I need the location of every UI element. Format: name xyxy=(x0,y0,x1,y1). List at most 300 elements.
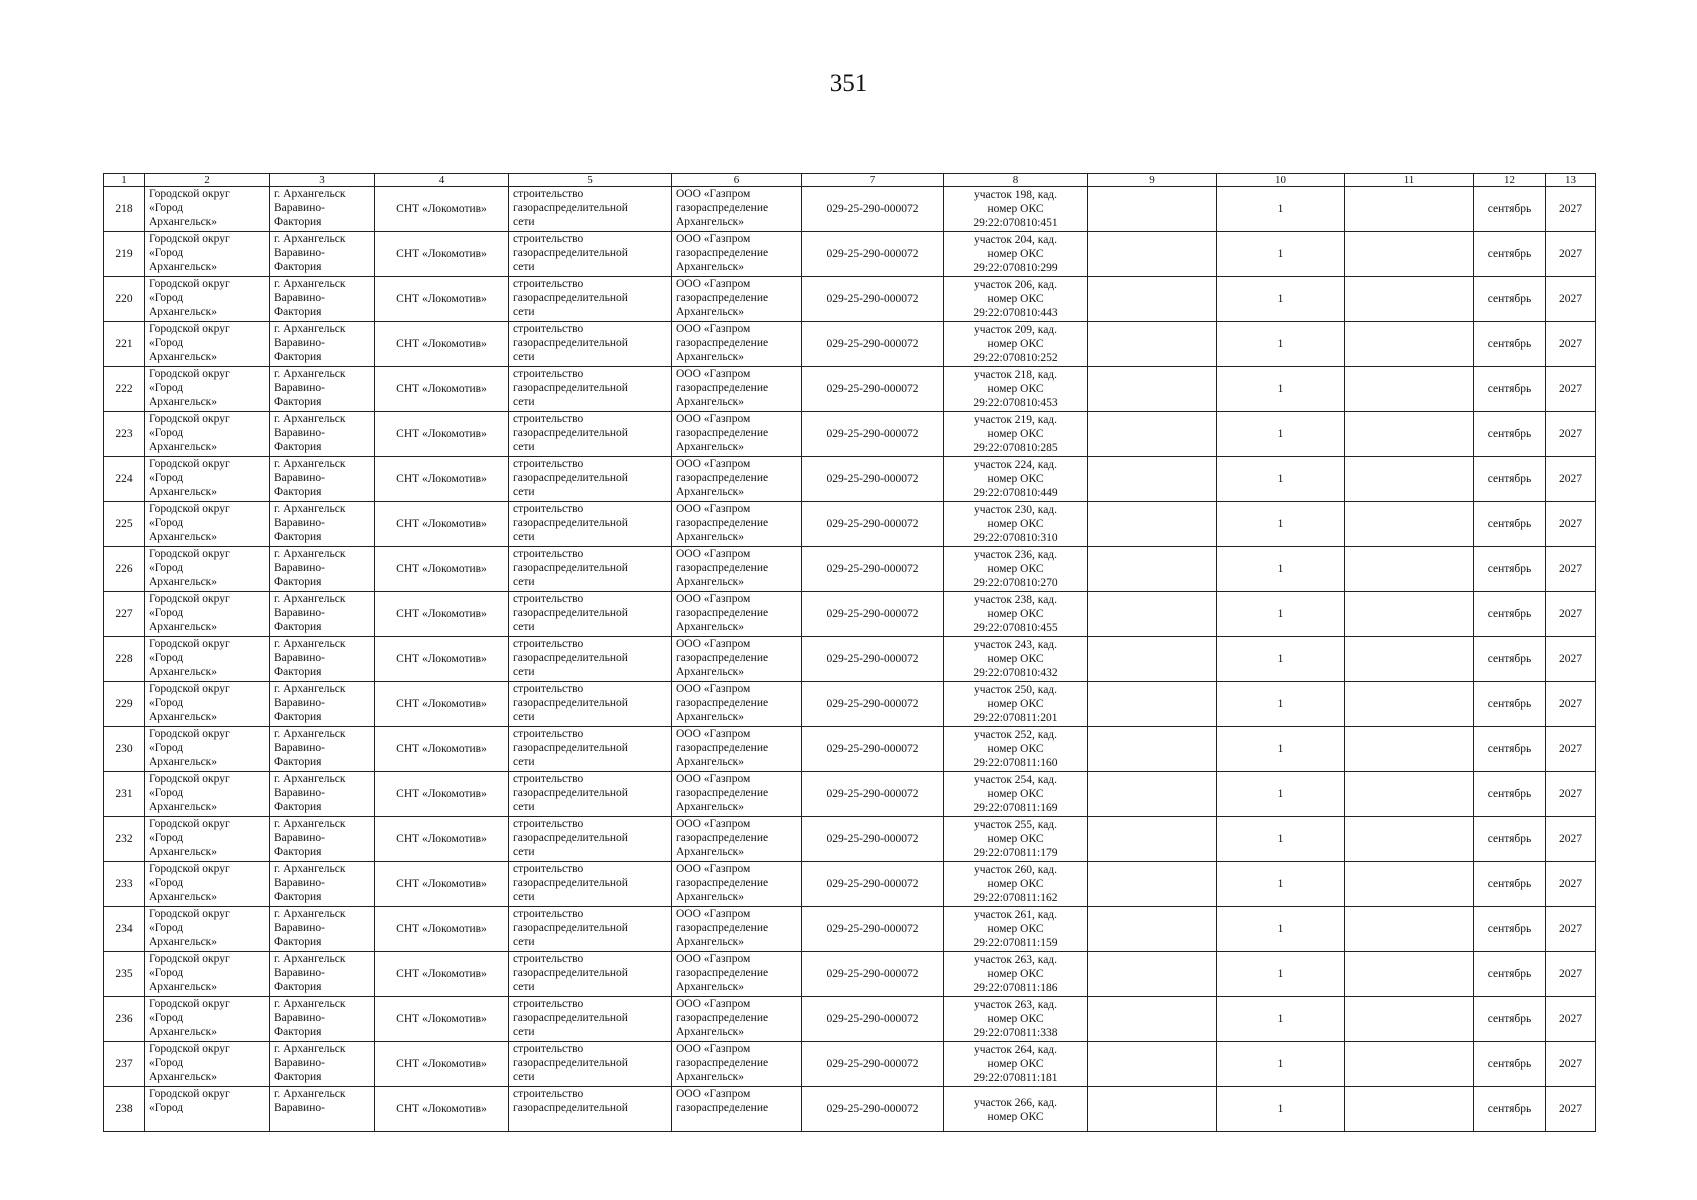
year-cell-text: 2027 xyxy=(1559,743,1582,755)
snt-cell-text: СНТ «Локомотив» xyxy=(396,383,487,395)
work-type-cell-text: строительство газораспределительной сети xyxy=(513,593,628,633)
locality-cell xyxy=(270,1042,375,1087)
column-header-2: 2 xyxy=(145,174,270,187)
organization-cell-text: ООО «Газпром газораспределение Архангельск» xyxy=(676,908,769,948)
code-cell xyxy=(802,412,944,457)
month-cell-text: сентябрь xyxy=(1487,743,1532,755)
organization-cell xyxy=(672,457,802,502)
table-row xyxy=(104,1042,1596,1087)
month-cell xyxy=(1474,997,1546,1042)
table-row xyxy=(104,457,1596,502)
locality-cell-text: г. Архангельск Варавино- Фактория xyxy=(274,1043,346,1083)
locality-cell xyxy=(270,502,375,547)
col9-cell xyxy=(1088,682,1217,727)
quantity-cell-text: 1 xyxy=(1277,968,1284,980)
page-number: 351 xyxy=(829,70,868,97)
district-cell-text: Городской округ «Город Архангельск» xyxy=(149,953,230,993)
organization-cell-text: ООО «Газпром газораспределение xyxy=(676,1088,769,1113)
work-type-cell-text: строительство газораспределительной сети xyxy=(513,548,628,588)
organization-cell-text: ООО «Газпром газораспределение Архангельск» xyxy=(676,593,769,633)
code-cell xyxy=(802,232,944,277)
code-cell xyxy=(802,772,944,817)
district-cell-text: Городской округ «Город Архангельск» xyxy=(149,368,230,408)
district-cell-text: Городской округ «Город Архангельск» xyxy=(149,683,230,723)
year-cell xyxy=(1546,457,1596,502)
organization-cell xyxy=(672,322,802,367)
plot-cell xyxy=(944,502,1088,547)
code-cell xyxy=(802,1087,944,1132)
plot-cell-text: участок 252, кад. номер ОКС 29:22:070811:160 xyxy=(973,729,1058,769)
code-cell xyxy=(802,727,944,772)
work-type-cell xyxy=(509,592,672,637)
col11-cell xyxy=(1345,232,1474,277)
year-cell xyxy=(1546,502,1596,547)
year-cell-text: 2027 xyxy=(1559,788,1582,800)
col11-cell xyxy=(1345,547,1474,592)
row-number-cell xyxy=(104,547,145,592)
code-cell xyxy=(802,592,944,637)
column-header-3: 3 xyxy=(270,174,375,187)
district-cell xyxy=(145,772,270,817)
organization-cell xyxy=(672,952,802,997)
table-row xyxy=(104,502,1596,547)
code-cell xyxy=(802,997,944,1042)
plot-cell-text: участок 254, кад. номер ОКС 29:22:070811:169 xyxy=(973,774,1058,814)
district-cell-text: Городской округ «Город Архангельск» xyxy=(149,773,230,813)
row-number-cell xyxy=(104,682,145,727)
work-type-cell-text: строительство газораспределительной сети xyxy=(513,1043,628,1083)
plot-cell-text: участок 206, кад. номер ОКС 29:22:070810:443 xyxy=(973,279,1058,319)
district-cell-text: Городской округ «Город Архангельск» xyxy=(149,413,230,453)
organization-cell xyxy=(672,592,802,637)
column-header-6: 6 xyxy=(672,174,802,187)
row-number-cell-text: 219 xyxy=(115,248,133,260)
snt-cell-text: СНТ «Локомотив» xyxy=(396,203,487,215)
district-cell xyxy=(145,457,270,502)
code-cell-text: 029-25-290-000072 xyxy=(826,203,919,215)
organization-cell-text: ООО «Газпром газораспределение Архангельск» xyxy=(676,413,769,453)
plot-cell xyxy=(944,817,1088,862)
code-cell-text: 029-25-290-000072 xyxy=(826,923,919,935)
quantity-cell-text: 1 xyxy=(1277,383,1284,395)
table-row xyxy=(104,907,1596,952)
quantity-cell xyxy=(1217,817,1345,862)
plot-cell xyxy=(944,592,1088,637)
plot-cell-text: участок 230, кад. номер ОКС 29:22:070810:310 xyxy=(973,504,1058,544)
snt-cell-text: СНТ «Локомотив» xyxy=(396,698,487,710)
year-cell xyxy=(1546,592,1596,637)
plot-cell xyxy=(944,1087,1088,1132)
plot-cell xyxy=(944,187,1088,232)
snt-cell xyxy=(375,1087,509,1132)
locality-cell xyxy=(270,232,375,277)
work-type-cell xyxy=(509,907,672,952)
row-number-cell-text: 224 xyxy=(115,473,133,485)
organization-cell-text: ООО «Газпром газораспределение Архангельск» xyxy=(676,953,769,993)
organization-cell-text: ООО «Газпром газораспределение Архангельск» xyxy=(676,458,769,498)
table-row xyxy=(104,1087,1596,1132)
organization-cell-text: ООО «Газпром газораспределение Архангельск» xyxy=(676,728,769,768)
snt-cell xyxy=(375,232,509,277)
work-type-cell-text: строительство газораспределительной сети xyxy=(513,323,628,363)
year-cell xyxy=(1546,1042,1596,1087)
col9-cell xyxy=(1088,502,1217,547)
work-type-cell-text: строительство газораспределительной сети xyxy=(513,278,628,318)
year-cell-text: 2027 xyxy=(1559,1013,1582,1025)
work-type-cell-text: строительство газораспределительной сети xyxy=(513,998,628,1038)
locality-cell-text: г. Архангельск Варавино- Фактория xyxy=(274,278,346,318)
work-type-cell xyxy=(509,232,672,277)
code-cell xyxy=(802,907,944,952)
snt-cell xyxy=(375,997,509,1042)
row-number-cell xyxy=(104,772,145,817)
locality-cell xyxy=(270,817,375,862)
snt-cell xyxy=(375,367,509,412)
row-number-cell-text: 235 xyxy=(115,968,133,980)
month-cell-text: сентябрь xyxy=(1487,383,1532,395)
table-row xyxy=(104,322,1596,367)
district-cell-text: Городской округ «Город Архангельск» xyxy=(149,593,230,633)
work-type-cell xyxy=(509,1087,672,1132)
row-number-cell xyxy=(104,817,145,862)
row-number-cell xyxy=(104,907,145,952)
code-cell xyxy=(802,952,944,997)
locality-cell-text: г. Архангельск Варавино- Фактория xyxy=(274,818,346,858)
district-cell xyxy=(145,592,270,637)
snt-cell-text: СНТ «Локомотив» xyxy=(396,1013,487,1025)
row-number-cell-text: 218 xyxy=(115,203,133,215)
col9-cell xyxy=(1088,232,1217,277)
month-cell-text: сентябрь xyxy=(1487,833,1532,845)
organization-cell xyxy=(672,187,802,232)
column-header-4: 4 xyxy=(375,174,509,187)
col11-cell xyxy=(1345,997,1474,1042)
work-type-cell-text: строительство газораспределительной сети xyxy=(513,368,628,408)
snt-cell-text: СНТ «Локомотив» xyxy=(396,608,487,620)
col11-cell xyxy=(1345,1087,1474,1132)
locality-cell xyxy=(270,367,375,412)
organization-cell-text: ООО «Газпром газораспределение Архангельск» xyxy=(676,863,769,903)
row-number-cell xyxy=(104,862,145,907)
plot-cell xyxy=(944,907,1088,952)
snt-cell-text: СНТ «Локомотив» xyxy=(396,923,487,935)
col9-cell xyxy=(1088,367,1217,412)
row-number-cell-text: 225 xyxy=(115,518,133,530)
quantity-cell-text: 1 xyxy=(1277,788,1284,800)
organization-cell xyxy=(672,727,802,772)
district-cell-text: Городской округ «Город Архангельск» xyxy=(149,818,230,858)
plot-cell xyxy=(944,547,1088,592)
plot-cell xyxy=(944,637,1088,682)
organization-cell-text: ООО «Газпром газораспределение Архангельск» xyxy=(676,278,769,318)
locality-cell-text: г. Архангельск Варавино- Фактория xyxy=(274,503,346,543)
locality-cell xyxy=(270,907,375,952)
snt-cell xyxy=(375,727,509,772)
quantity-cell-text: 1 xyxy=(1277,743,1284,755)
district-cell xyxy=(145,682,270,727)
col9-cell xyxy=(1088,457,1217,502)
month-cell xyxy=(1474,277,1546,322)
year-cell xyxy=(1546,727,1596,772)
work-type-cell xyxy=(509,187,672,232)
locality-cell xyxy=(270,997,375,1042)
code-cell xyxy=(802,187,944,232)
month-cell xyxy=(1474,367,1546,412)
locality-cell xyxy=(270,322,375,367)
code-cell xyxy=(802,322,944,367)
snt-cell xyxy=(375,907,509,952)
code-cell xyxy=(802,1042,944,1087)
plot-cell-text: участок 260, кад. номер ОКС 29:22:070811:162 xyxy=(973,864,1058,904)
locality-cell-text: г. Архангельск Варавино- Фактория xyxy=(274,593,346,633)
plot-cell-text: участок 243, кад. номер ОКС 29:22:070810:432 xyxy=(973,639,1058,679)
col11-cell xyxy=(1345,682,1474,727)
month-cell-text: сентябрь xyxy=(1487,428,1532,440)
locality-cell-text: г. Архангельск Варавино- Фактория xyxy=(274,953,346,993)
code-cell-text: 029-25-290-000072 xyxy=(826,428,919,440)
year-cell xyxy=(1546,952,1596,997)
snt-cell xyxy=(375,637,509,682)
plot-cell-text: участок 250, кад. номер ОКС 29:22:070811:201 xyxy=(973,684,1058,724)
year-cell-text: 2027 xyxy=(1559,1103,1582,1115)
row-number-cell xyxy=(104,592,145,637)
organization-cell xyxy=(672,637,802,682)
code-cell-text: 029-25-290-000072 xyxy=(826,1013,919,1025)
table-row xyxy=(104,682,1596,727)
quantity-cell-text: 1 xyxy=(1277,428,1284,440)
month-cell xyxy=(1474,727,1546,772)
year-cell-text: 2027 xyxy=(1559,923,1582,935)
col11-cell xyxy=(1345,1042,1474,1087)
organization-cell-text: ООО «Газпром газораспределение Архангельск» xyxy=(676,233,769,273)
plot-cell xyxy=(944,727,1088,772)
year-cell-text: 2027 xyxy=(1559,1058,1582,1070)
col9-cell xyxy=(1088,1087,1217,1132)
month-cell xyxy=(1474,682,1546,727)
snt-cell-text: СНТ «Локомотив» xyxy=(396,743,487,755)
plot-cell xyxy=(944,682,1088,727)
plot-cell xyxy=(944,772,1088,817)
district-cell xyxy=(145,997,270,1042)
code-cell xyxy=(802,862,944,907)
table-row xyxy=(104,637,1596,682)
year-cell-text: 2027 xyxy=(1559,563,1582,575)
plot-cell xyxy=(944,367,1088,412)
quantity-cell-text: 1 xyxy=(1277,923,1284,935)
year-cell xyxy=(1546,367,1596,412)
month-cell-text: сентябрь xyxy=(1487,473,1532,485)
table-body xyxy=(104,187,1596,1132)
organization-cell xyxy=(672,682,802,727)
district-cell xyxy=(145,727,270,772)
organization-cell-text: ООО «Газпром газораспределение Архангельск» xyxy=(676,368,769,408)
locality-cell xyxy=(270,772,375,817)
locality-cell xyxy=(270,412,375,457)
column-header-1: 1 xyxy=(104,174,145,187)
month-cell xyxy=(1474,637,1546,682)
plot-cell xyxy=(944,997,1088,1042)
organization-cell xyxy=(672,547,802,592)
plot-cell xyxy=(944,232,1088,277)
plot-cell-text: участок 263, кад. номер ОКС 29:22:070811:186 xyxy=(973,954,1058,994)
work-type-cell-text: строительство газораспределительной сети xyxy=(513,638,628,678)
quantity-cell-text: 1 xyxy=(1277,293,1284,305)
quantity-cell-text: 1 xyxy=(1277,248,1284,260)
month-cell-text: сентябрь xyxy=(1487,338,1532,350)
district-cell-text: Городской округ «Город Архангельск» xyxy=(149,908,230,948)
month-cell-text: сентябрь xyxy=(1487,878,1532,890)
col11-cell xyxy=(1345,727,1474,772)
row-number-cell xyxy=(104,367,145,412)
row-number-cell-text: 236 xyxy=(115,1013,133,1025)
work-type-cell xyxy=(509,637,672,682)
district-cell-text: Городской округ «Город Архангельск» xyxy=(149,278,230,318)
quantity-cell xyxy=(1217,322,1345,367)
organization-cell xyxy=(672,412,802,457)
organization-cell-text: ООО «Газпром газораспределение Архангельск» xyxy=(676,503,769,543)
work-type-cell xyxy=(509,862,672,907)
snt-cell-text: СНТ «Локомотив» xyxy=(396,788,487,800)
col9-cell xyxy=(1088,322,1217,367)
locality-cell-text: г. Архангельск Варавино- Фактория xyxy=(274,773,346,813)
row-number-cell xyxy=(104,637,145,682)
snt-cell xyxy=(375,412,509,457)
plot-cell xyxy=(944,952,1088,997)
month-cell-text: сентябрь xyxy=(1487,563,1532,575)
month-cell xyxy=(1474,232,1546,277)
district-cell xyxy=(145,1087,270,1132)
col9-cell xyxy=(1088,547,1217,592)
district-cell-text: Городской округ «Город Архангельск» xyxy=(149,863,230,903)
quantity-cell-text: 1 xyxy=(1277,473,1284,485)
year-cell-text: 2027 xyxy=(1559,518,1582,530)
work-type-cell-text: строительство газораспределительной сети xyxy=(513,728,628,768)
code-cell-text: 029-25-290-000072 xyxy=(826,968,919,980)
quantity-cell-text: 1 xyxy=(1277,338,1284,350)
district-cell xyxy=(145,952,270,997)
year-cell xyxy=(1546,997,1596,1042)
row-number-cell-text: 228 xyxy=(115,653,133,665)
work-type-cell-text: строительство газораспределительной сети xyxy=(513,458,628,498)
row-number-cell-text: 233 xyxy=(115,878,133,890)
quantity-cell xyxy=(1217,187,1345,232)
year-cell-text: 2027 xyxy=(1559,473,1582,485)
plot-cell-text: участок 264, кад. номер ОКС 29:22:070811:181 xyxy=(973,1044,1058,1084)
snt-cell xyxy=(375,817,509,862)
row-number-cell xyxy=(104,1042,145,1087)
work-type-cell-text: строительство газораспределительной сети xyxy=(513,503,628,543)
snt-cell xyxy=(375,952,509,997)
locality-cell xyxy=(270,952,375,997)
code-cell-text: 029-25-290-000072 xyxy=(826,248,919,260)
snt-cell xyxy=(375,592,509,637)
snt-cell-text: СНТ «Локомотив» xyxy=(396,1103,487,1115)
snt-cell xyxy=(375,862,509,907)
organization-cell xyxy=(672,367,802,412)
snt-cell-text: СНТ «Локомотив» xyxy=(396,428,487,440)
col9-cell xyxy=(1088,907,1217,952)
locality-cell xyxy=(270,637,375,682)
col9-cell xyxy=(1088,952,1217,997)
organization-cell xyxy=(672,862,802,907)
col9-cell xyxy=(1088,772,1217,817)
quantity-cell-text: 1 xyxy=(1277,1058,1284,1070)
row-number-cell-text: 229 xyxy=(115,698,133,710)
month-cell xyxy=(1474,952,1546,997)
column-header-9: 9 xyxy=(1088,174,1217,187)
locality-cell xyxy=(270,277,375,322)
row-number-cell xyxy=(104,457,145,502)
plot-cell-text: участок 266, кад. номер ОКС xyxy=(973,1097,1058,1122)
quantity-cell xyxy=(1217,547,1345,592)
work-type-cell-text: строительство газораспределительной сети xyxy=(513,863,628,903)
work-type-cell-text: строительство газораспределительной сети xyxy=(513,233,628,273)
col11-cell xyxy=(1345,457,1474,502)
locality-cell-text: г. Архангельск Варавино- Фактория xyxy=(274,548,346,588)
plot-cell-text: участок 209, кад. номер ОКС 29:22:070810:252 xyxy=(973,324,1058,364)
district-cell-text: Городской округ «Город Архангельск» xyxy=(149,188,230,228)
locality-cell-text: г. Архангельск Варавино- Фактория xyxy=(274,863,346,903)
col9-cell xyxy=(1088,277,1217,322)
plot-cell-text: участок 204, кад. номер ОКС 29:22:070810:299 xyxy=(973,234,1058,274)
code-cell xyxy=(802,637,944,682)
table-row xyxy=(104,412,1596,457)
work-type-cell-text: строительство газораспределительной сети xyxy=(513,908,628,948)
row-number-cell-text: 230 xyxy=(115,743,133,755)
code-cell-text: 029-25-290-000072 xyxy=(826,878,919,890)
col9-cell xyxy=(1088,187,1217,232)
organization-cell xyxy=(672,772,802,817)
column-header-5: 5 xyxy=(509,174,672,187)
year-cell-text: 2027 xyxy=(1559,968,1582,980)
district-cell-text: Городской округ «Город Архангельск» xyxy=(149,1043,230,1083)
year-cell xyxy=(1546,772,1596,817)
row-number-cell-text: 226 xyxy=(115,563,133,575)
month-cell xyxy=(1474,907,1546,952)
snt-cell-text: СНТ «Локомотив» xyxy=(396,653,487,665)
column-header-11: 11 xyxy=(1345,174,1474,187)
organization-cell xyxy=(672,277,802,322)
col11-cell xyxy=(1345,592,1474,637)
quantity-cell xyxy=(1217,277,1345,322)
month-cell-text: сентябрь xyxy=(1487,698,1532,710)
code-cell-text: 029-25-290-000072 xyxy=(826,518,919,530)
work-type-cell xyxy=(509,727,672,772)
work-type-cell-text: строительство газораспределительной сети xyxy=(513,188,628,228)
locality-cell-text: г. Архангельск Варавино- Фактория xyxy=(274,458,346,498)
snt-cell-text: СНТ «Локомотив» xyxy=(396,338,487,350)
month-cell xyxy=(1474,547,1546,592)
year-cell xyxy=(1546,682,1596,727)
code-cell-text: 029-25-290-000072 xyxy=(826,743,919,755)
code-cell-text: 029-25-290-000072 xyxy=(826,653,919,665)
quantity-cell xyxy=(1217,1042,1345,1087)
plot-cell xyxy=(944,412,1088,457)
district-cell xyxy=(145,322,270,367)
work-type-cell xyxy=(509,322,672,367)
quantity-cell xyxy=(1217,997,1345,1042)
row-number-cell-text: 231 xyxy=(115,788,133,800)
year-cell xyxy=(1546,637,1596,682)
month-cell xyxy=(1474,322,1546,367)
year-cell-text: 2027 xyxy=(1559,608,1582,620)
plot-cell-text: участок 224, кад. номер ОКС 29:22:070810:449 xyxy=(973,459,1058,499)
code-cell xyxy=(802,817,944,862)
work-type-cell-text: строительство газораспределительной сети xyxy=(513,953,628,993)
snt-cell-text: СНТ «Локомотив» xyxy=(396,833,487,845)
row-number-cell-text: 232 xyxy=(115,833,133,845)
district-cell-text: Городской округ «Город xyxy=(149,1088,230,1113)
